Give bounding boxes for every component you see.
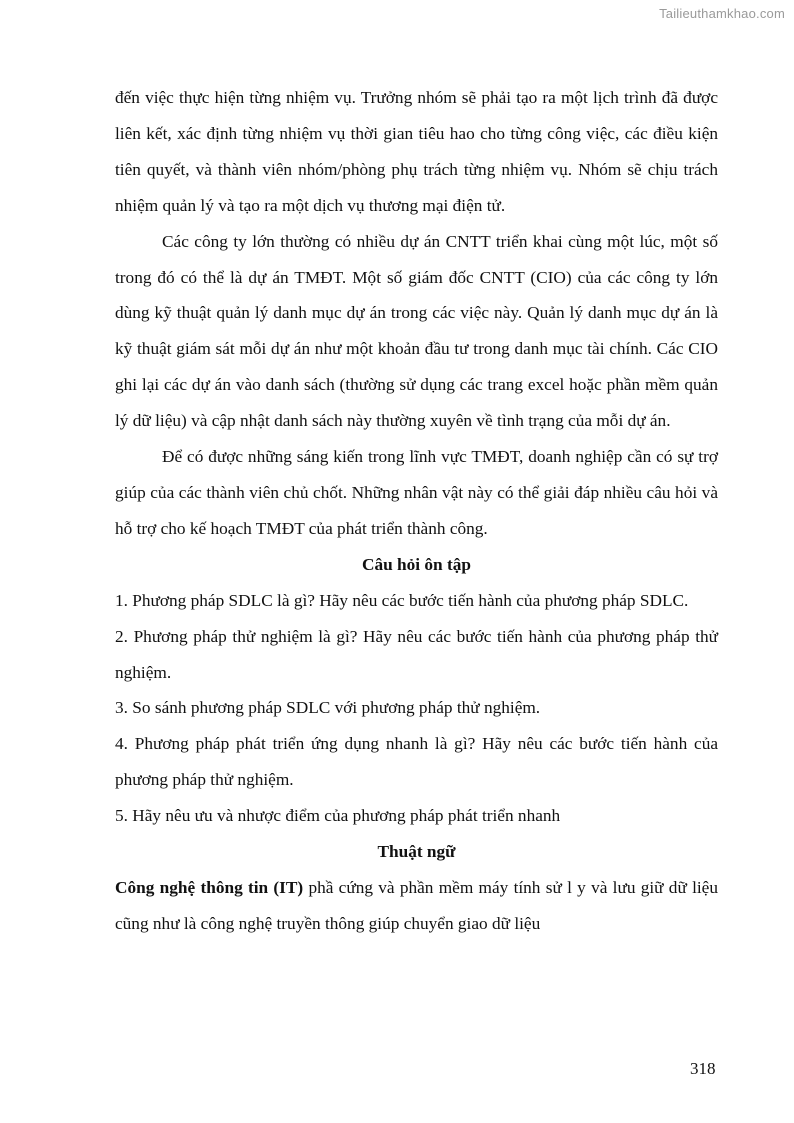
watermark: Tailieuthamkhao.com xyxy=(659,6,785,21)
paragraph-3: Để có được những sáng kiến trong lĩnh vực TMĐT, doanh nghiệp cần có sự trợ giúp của các thành viên chủ chốt. Những nhân vật này có thể giải đáp nhiều câu hỏi và hỗ trợ cho kế hoạch TMĐT của phát triển thành công. xyxy=(115,447,718,538)
question-5: 5. Hãy nêu ưu và nhược điểm của phương pháp phát triển nhanh xyxy=(115,806,561,826)
body-text xyxy=(115,80,718,942)
page-number: 318 xyxy=(690,1059,716,1078)
term-entry xyxy=(115,870,718,942)
term-definition: phầ cứng và phần mềm máy tính sử l y và lưu giữ dữ liệu cũng như là công nghệ truyền thông giúp chuyển giao dữ liệu xyxy=(115,877,718,933)
terms-heading: Thuật ngữ xyxy=(377,842,456,862)
question-1: 1. Phương pháp SDLC là gì? Hãy nêu các bước tiến hành của phương pháp SDLC. xyxy=(115,590,689,610)
paragraph-2: Các công ty lớn thường có nhiều dự án CNTT triển khai cùng một lúc, một số trong đó có thể là dự án TMĐT. Một số giám đốc CNTT (CIO) của các công ty lớn dùng kỹ thuật quản lý danh mục dự án trong các việc này. Quản lý danh mục dự án là kỹ thuật giám sát mỗi dự án như một khoản đầu tư trong danh mục tài chính. Các CIO ghi lại các dự án vào danh sách (thường sử dụng các trang excel hoặc phần mềm quản lý dữ liệu) và cập nhật danh sách này thường xuyên về tình trạng của mỗi dự án. xyxy=(115,231,718,431)
question-4: 4. Phương pháp phát triển ứng dụng nhanh là gì? Hãy nêu các bước tiến hành của phương pháp thử nghiệm. xyxy=(115,734,718,790)
review-heading: Câu hỏi ôn tập xyxy=(361,554,471,574)
question-2: 2. Phương pháp thử nghiệm là gì? Hãy nêu các bước tiến hành của phương pháp thử nghiệm. xyxy=(115,626,718,682)
question-3: 3. So sánh phương pháp SDLC với phương pháp thử nghiệm. xyxy=(115,698,541,718)
paragraph-1: đến việc thực hiện từng nhiệm vụ. Trưởng nhóm sẽ phải tạo ra một lịch trình đã được liên kết, xác định từng nhiệm vụ thời gian tiêu hao cho từng công việc, các điều kiện tiên quyết, và thành viên nhóm/phòng phụ trách từng nhiệm vụ. Nhóm sẽ chịu trách nhiệm quản lý và tạo ra một dịch vụ thương mại điện tử. xyxy=(115,88,718,215)
term-name: Công nghệ thông tin (IT) xyxy=(115,877,304,897)
